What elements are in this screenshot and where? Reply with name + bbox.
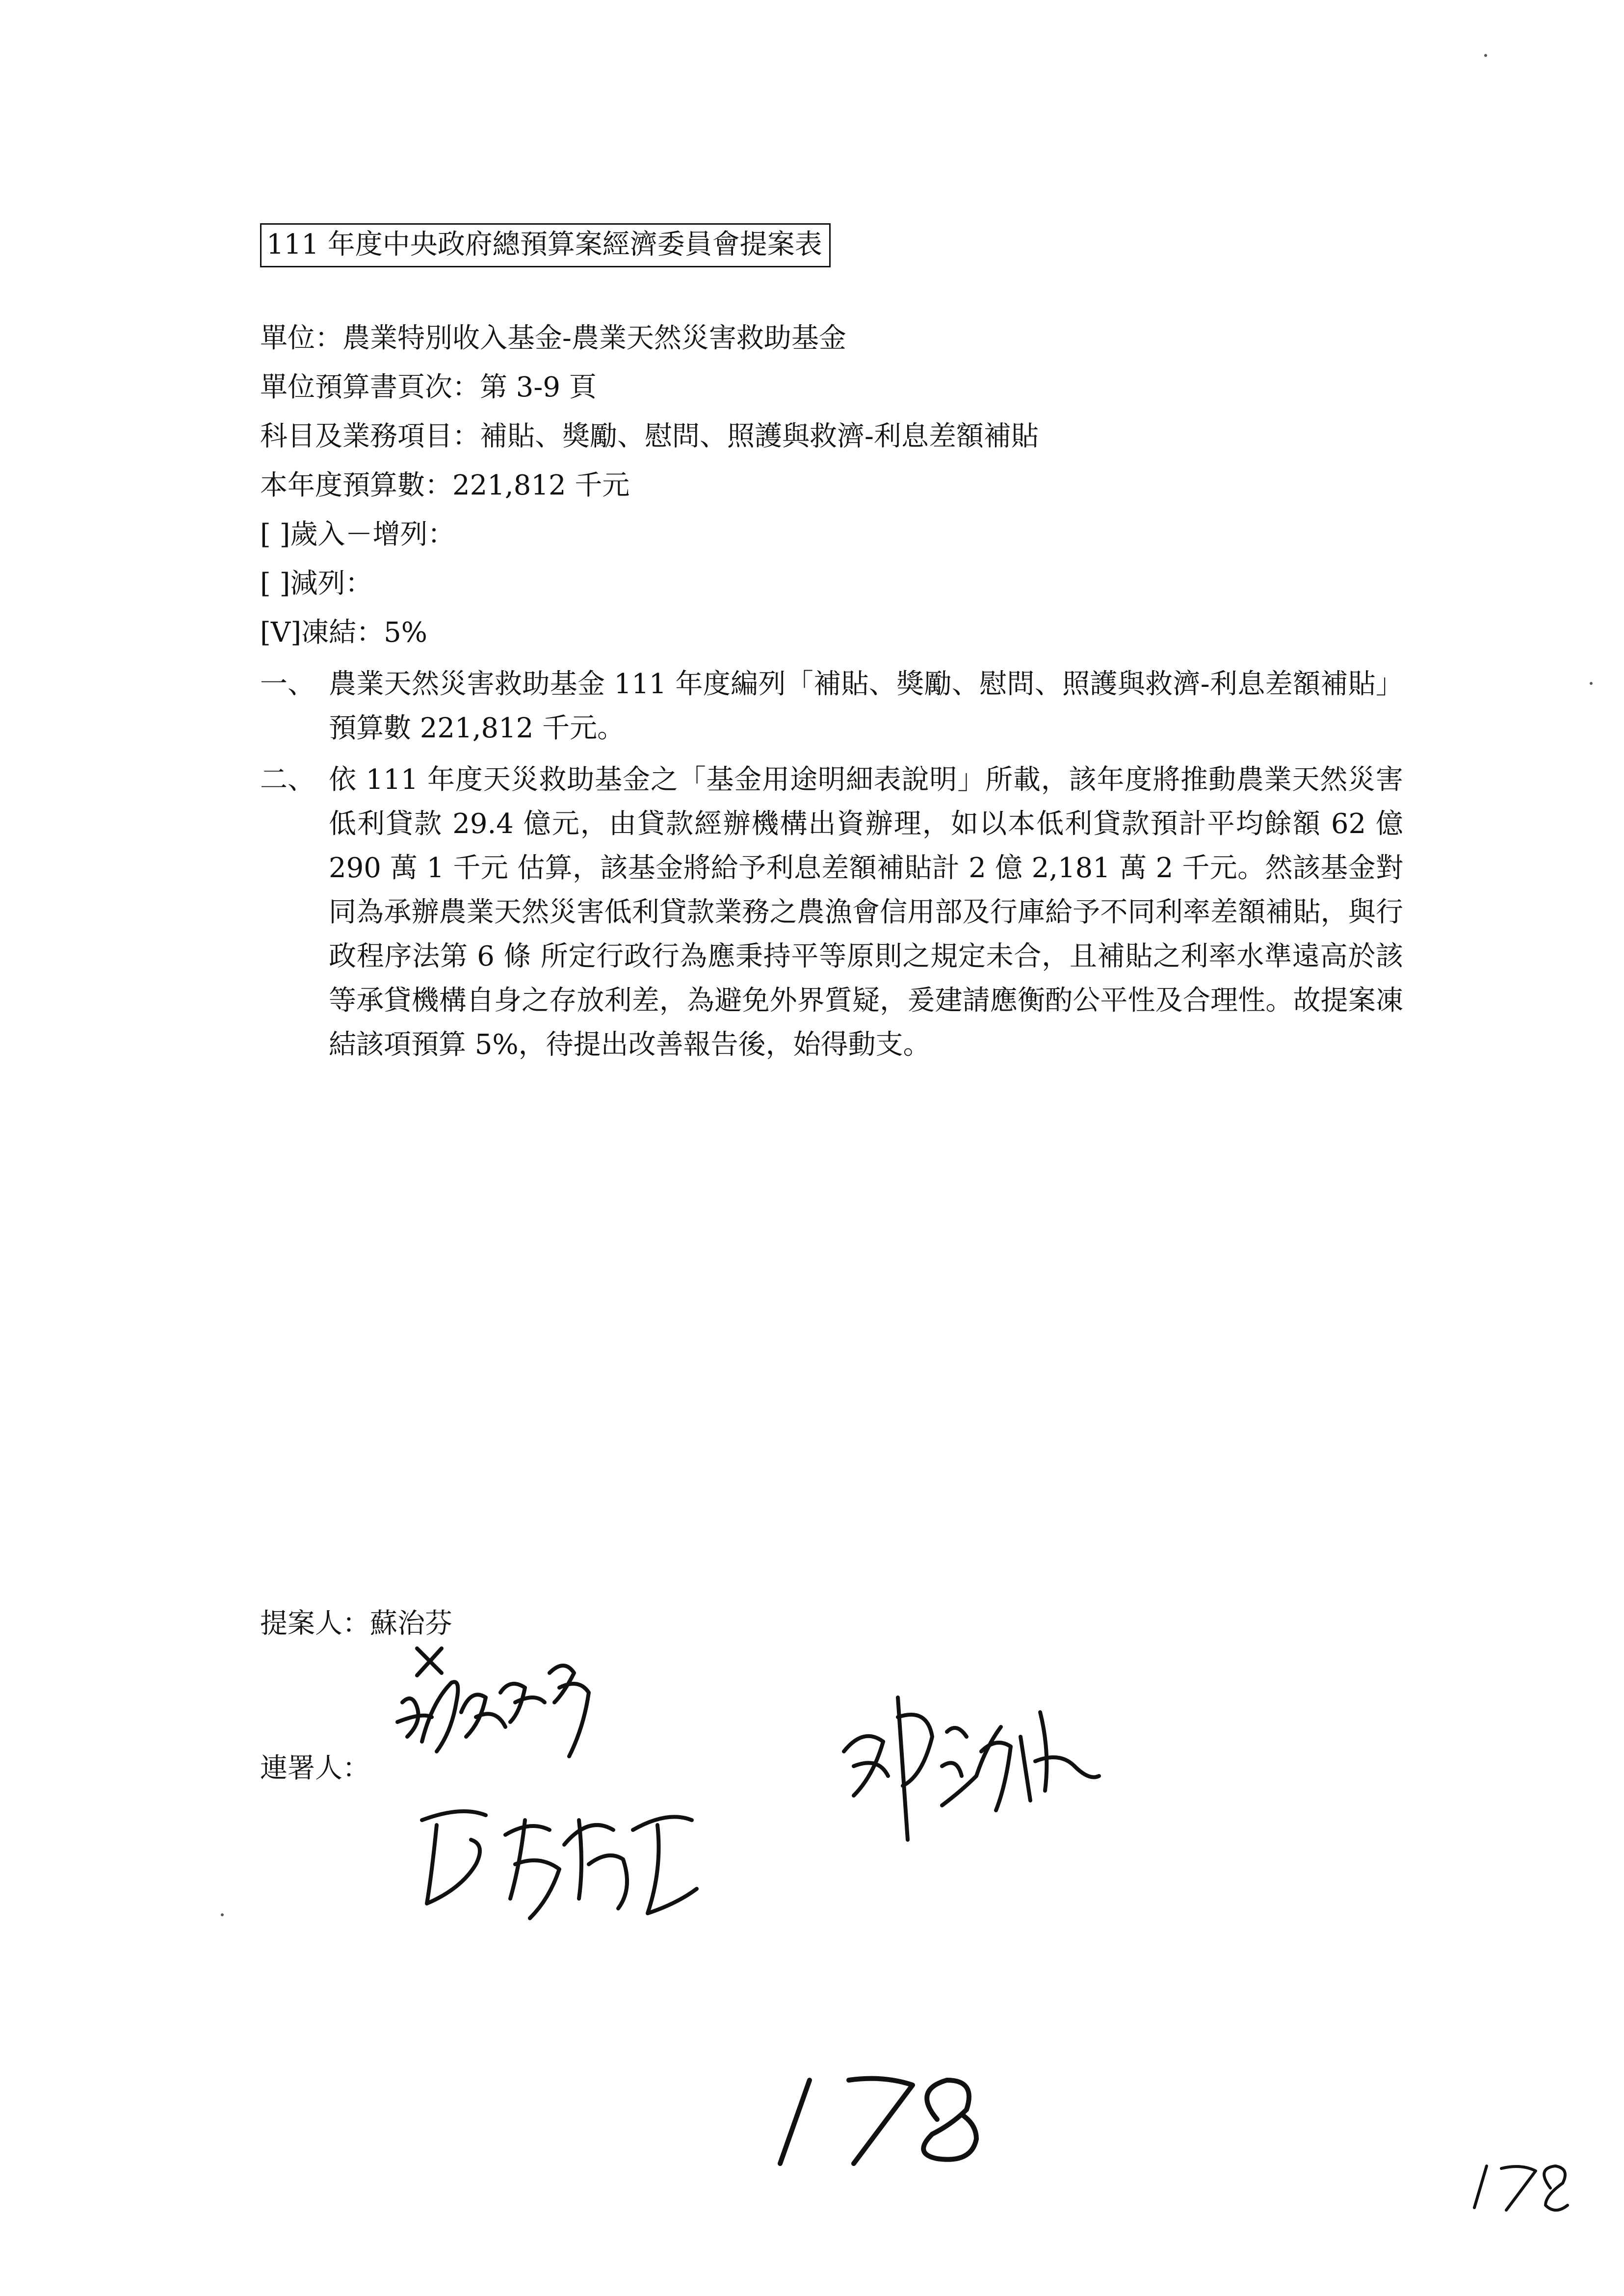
freeze-checkbox-field: [V]凍結：5%: [260, 617, 427, 649]
budget-page-field: 單位預算書頁次：第 3-9 頁: [260, 371, 597, 403]
increase-checkbox-field: [ ]歲入－增列：: [260, 519, 455, 550]
handwritten-page-number-strokes: [765, 2061, 991, 2173]
corner-page-number: [1467, 2159, 1575, 2218]
scan-speck: [221, 1913, 224, 1916]
signature-2: [402, 1791, 736, 1938]
handwritten-page-number: [765, 2061, 991, 2173]
decrease-checkbox-field: [ ]減列：: [260, 568, 373, 600]
cosigner-label: 連署人：: [260, 1752, 370, 1784]
corner-page-number-strokes: [1467, 2159, 1575, 2218]
document-title: 111 年度中央政府總預算案經濟委員會提案表: [260, 223, 831, 267]
scan-speck: [1484, 54, 1487, 57]
signature-1: [388, 1639, 633, 1796]
paragraph-number: 一、: [260, 668, 315, 700]
paragraph-text: 農業天然災害救助基金 111 年度編列「補貼、獎勵、慰問、照護與救濟-利息差額補貼」預算數 221,812 千元。: [329, 668, 1403, 744]
paragraph-2: [260, 758, 1403, 1067]
paragraph-text: 依 111 年度天災救助基金之「基金用途明細表說明」所載，該年度將推動農業天然災害低利貸款 29.4 億元，由貸款經辦機構出資辦理，如以本低利貸款預計平均餘額 62 億 290 萬 1 千元 估算，該基金將給予利息差額補貼計 2 億 2,181 萬 2 千元。然該基金對同為承辦農業天然災害低利貸款業務之農漁會信用部及行庫給予不同利率差額補貼，與行政程序法第 6 條 所定行政行為應秉持平等原則之規定未合，且補貼之利率水準遠高於該等承貸機構自身之存放利差，為避免外界質疑，爰建請應衡酌公平性及合理性。故提案凍結該項預算 5%，待提出改善報告後，始得動支。: [329, 764, 1403, 1061]
scan-speck: [1590, 682, 1593, 685]
unit-field: 單位：農業特別收入基金-農業天然災害救助基金: [260, 322, 846, 354]
budget-amount-field: 本年度預算數：221,812 千元: [260, 470, 630, 501]
paragraph-1: [260, 662, 1403, 751]
proposer-name: 蘇治芬: [370, 1608, 452, 1640]
item-field: 科目及業務項目：補貼、獎勵、慰問、照護與救濟-利息差額補貼: [260, 420, 1039, 452]
signature-3: [834, 1678, 1109, 1864]
paragraph-number: 二、: [260, 764, 315, 796]
proposer-line: [260, 1607, 452, 1641]
proposer-label: 提案人：: [260, 1608, 370, 1640]
